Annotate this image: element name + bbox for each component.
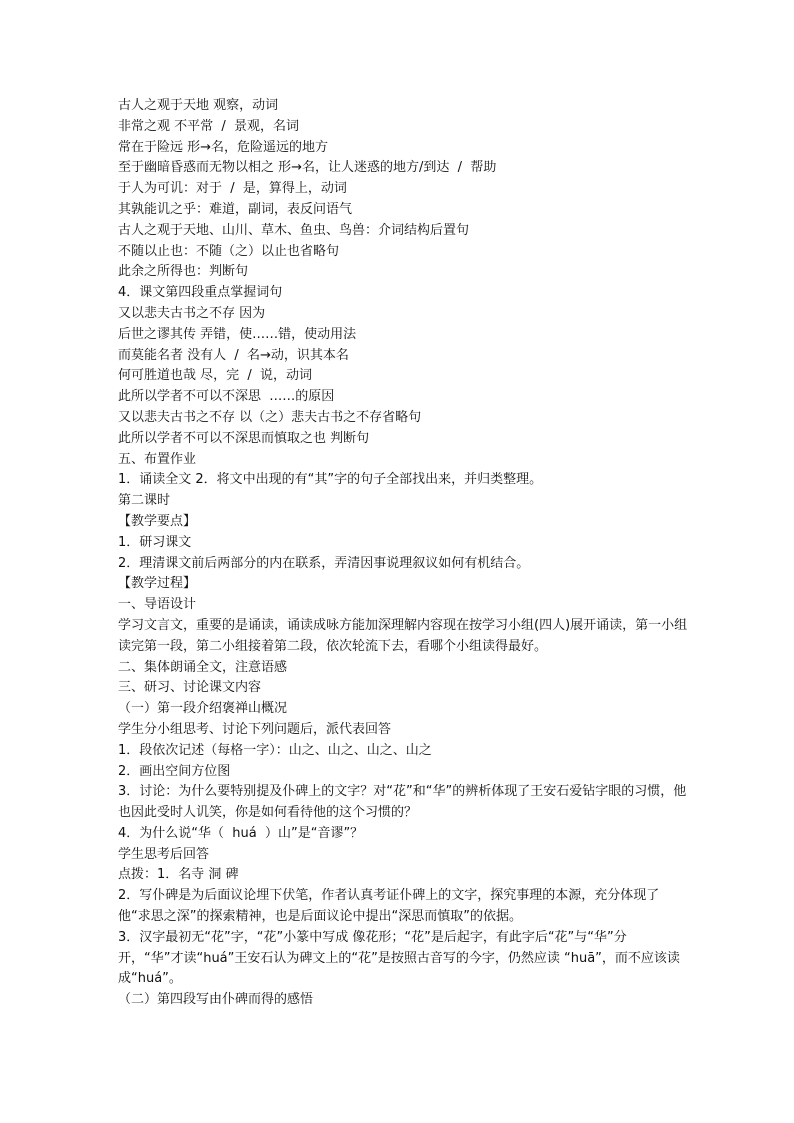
text-line: 此余之所得也：判断句: [118, 264, 249, 280]
text-line: 古人之观于天地 观察，动词: [118, 98, 279, 113]
section-heading: 第二课时: [118, 493, 171, 509]
text-line: 至于幽暗昏惑而无物以相之 形→名，让人迷惑的地方/到达 / 帮助: [118, 160, 497, 176]
text-line: 1．研习课文: [118, 534, 192, 550]
text-line: 此所以学者不可以不深思而慎取之也 判断句: [118, 430, 370, 446]
text-line: 4．为什么说“华（ huá ）山”是“音谬”？: [118, 825, 364, 841]
section-heading: 五、布置作业: [118, 451, 197, 467]
section-heading: 【教学要点】: [118, 513, 197, 529]
text-line: 非常之观 不平常 / 景观，名词: [118, 118, 300, 134]
section-heading: 4．课文第四段重点掌握词句: [118, 285, 283, 301]
document-body: [118, 96, 688, 1011]
text-line: 2．理清课文前后两部分的内在联系，弄清因事说理叙议如何有机结合。: [118, 555, 530, 571]
text-line: 1．段依次记述（每格一字）：山之、山之、山之、山之: [118, 742, 432, 758]
subsection-heading: （一）第一段介绍褒禅山概况: [118, 701, 288, 717]
text-line: 常在于险远 形→名，危险遥远的地方: [118, 139, 329, 155]
section-heading: 【教学过程】: [118, 576, 197, 592]
text-line: 不随以止也：不随（之）以止也省略句: [118, 243, 340, 259]
text-line: 此所以学者不可以不深思 ……的原因: [118, 389, 335, 405]
section-heading: 二、集体朗诵全文，注意语感: [118, 659, 288, 675]
text-line: 又以悲夫古书之不存 以（之）悲夫古书之不存省略句: [118, 409, 422, 425]
text-line: 其孰能讥之乎：难道，副词，表反问语气: [118, 201, 353, 217]
subsection-heading: （二）第四段写由仆碑而得的感悟: [118, 992, 314, 1008]
text-line: 后世之谬其传 弄错，使……错，使动用法: [118, 326, 357, 342]
section-heading: 一、导语设计: [118, 597, 197, 613]
text-line: 1．诵读全文 2．将文中出现的有“其”字的句子全部找出来，并归类整理。: [118, 472, 543, 488]
paragraph: 3．汉字最初无“花”字，“花”小篆中写成 像花形；“花”是后起字，有此字后“花”与“华”分开，“华”才读“huá”王安石认为碑文上的“花”是按照古音写的今字，仍然应读 “huā”，而不应该读成“huá”。: [118, 929, 680, 987]
text-line: 古人之观于天地、山川、草木、鱼虫、鸟兽：介词结构后置句: [118, 222, 470, 238]
section-heading: 三、研习、讨论课文内容: [118, 680, 262, 696]
text-line: 又以悲夫古书之不存 因为: [118, 305, 266, 321]
paragraph: 2．写仆碑是为后面议论埋下伏笔，作者认真考证仆碑上的文字，探究事理的本源，充分体现了他“求思之深”的探索精神，也是后面议论中提出“深思而慎取”的依据。: [118, 888, 660, 925]
paragraph: 3．讨论：为什么要特别提及仆碑上的文字？对“花”和“华”的辨析体现了王安石爱钻字眼的习惯，他也因此受时人讥笑，你是如何看待他的这个习惯的？: [118, 784, 687, 821]
text-line: 学生分小组思考、讨论下列问题后，派代表回答: [118, 721, 392, 737]
text-line: 而莫能名者 没有人 / 名→动，识其本名: [118, 347, 349, 363]
text-line: 学生思考后回答: [118, 846, 210, 862]
text-line: 2．画出空间方位图: [118, 763, 231, 779]
text-line: 于人为可讥：对于 / 是，算得上，动词: [118, 181, 347, 197]
paragraph: 学习文言文，重要的是诵读，诵读成咏方能加深理解内容现在按学习小组(四人)展开诵读，第一小组读完第一段，第二小组接着第二段，依次轮流下去，看哪个小组读得最好。: [118, 617, 688, 654]
text-line: 点拨：1．名寺 洞 碑: [118, 867, 239, 883]
text-line: 何可胜道也哉 尽，完 / 说，动词: [118, 368, 313, 384]
